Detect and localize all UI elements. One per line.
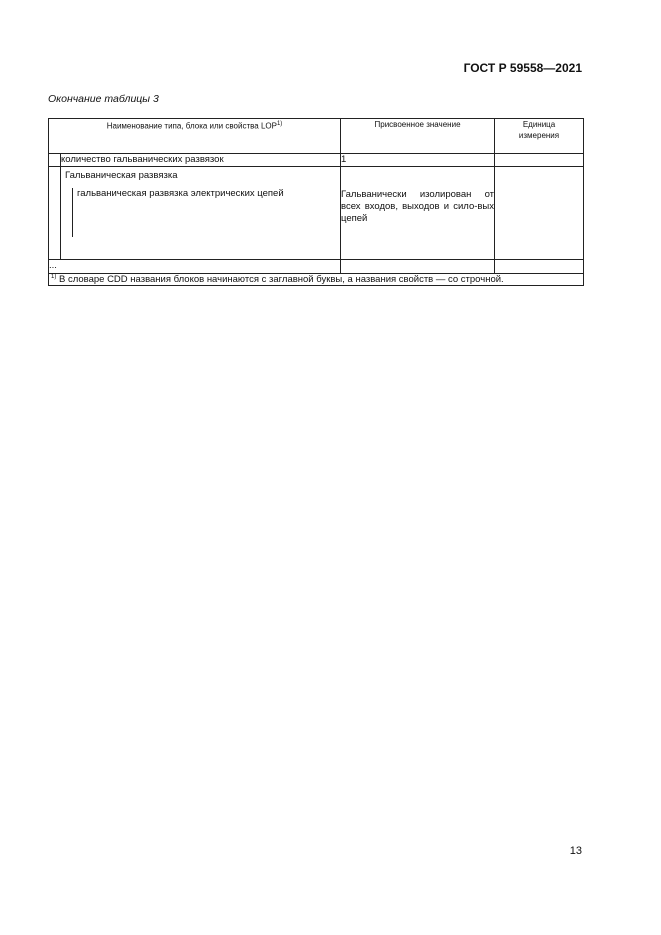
property-value — [341, 260, 495, 274]
table-footnote — [49, 274, 584, 286]
table-row — [49, 154, 584, 167]
level-cell — [49, 154, 61, 167]
property-value: 1 — [341, 154, 495, 167]
ellipsis-cell: ... — [49, 260, 341, 274]
document-code: ГОСТ Р 59558—2021 — [463, 61, 582, 75]
block-name: Гальваническая развязка — [65, 170, 178, 181]
footnote-mark: 1) — [51, 274, 57, 280]
column-header-unit: Единица измерения — [495, 119, 584, 154]
property-name: количество гальванических развязок — [61, 154, 341, 167]
property-unit — [495, 167, 584, 260]
property-table — [48, 118, 584, 286]
table-header-row — [49, 119, 584, 154]
level-indent — [61, 188, 73, 237]
table-row — [49, 260, 584, 274]
property-value: Гальванически изолирован от всех входов, выходов и сило-вых цепей — [341, 167, 495, 260]
table-row — [49, 167, 584, 260]
level-cell — [49, 167, 61, 260]
property-unit — [495, 260, 584, 274]
column-header-value: Присвоенное значение — [341, 119, 495, 154]
page-number: 13 — [569, 845, 582, 857]
property-name: гальваническая развязка электрических цепей — [77, 188, 284, 199]
column-header-name: Наименование типа, блока или свойства LOP$^{1)}$ — [49, 119, 341, 154]
property-unit — [495, 154, 584, 167]
table-footnote-row — [49, 274, 584, 286]
block-cell — [61, 167, 341, 260]
footnote-text: В словаре CDD названия блоков начинаются с заглавной буквы, а названия свойств — со строчной. — [58, 274, 504, 286]
table-caption: Окончание таблицы 3 — [48, 93, 159, 105]
